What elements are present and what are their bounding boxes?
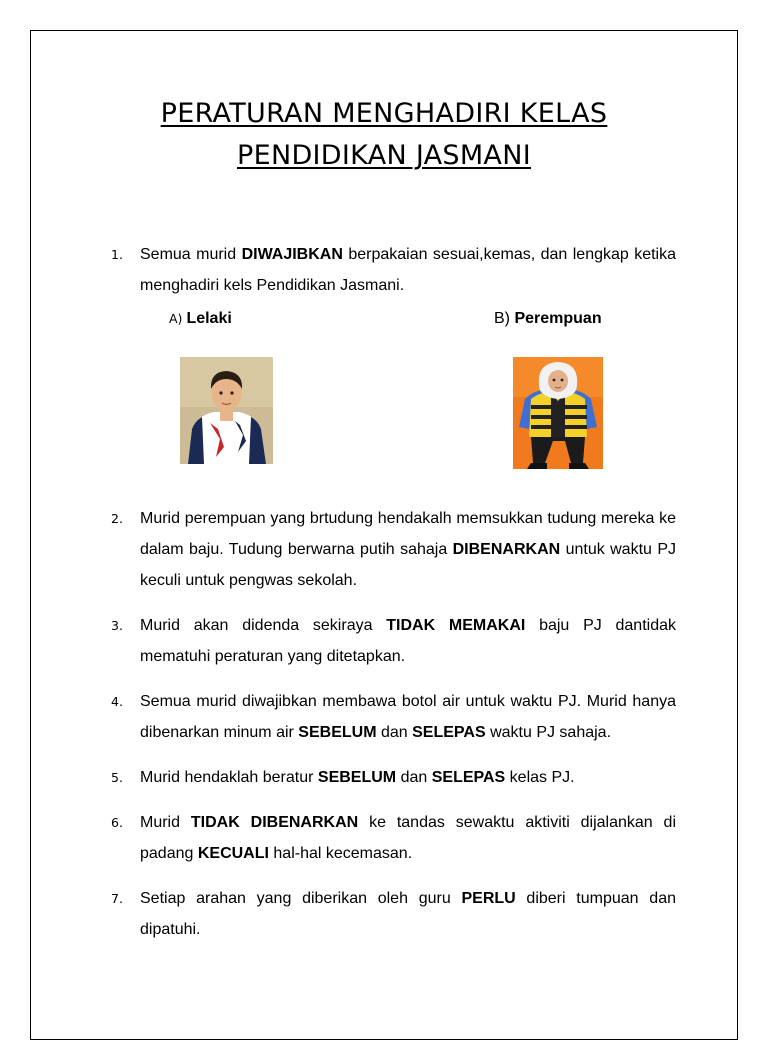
rules-list bbox=[111, 239, 676, 959]
item-text: Murid bbox=[140, 814, 191, 831]
item-text: baju PJ dantidak mematuhi peraturan yang ditetapkan. bbox=[140, 617, 677, 665]
item-bold: KECUALI bbox=[197, 845, 269, 862]
document-page bbox=[30, 30, 738, 1040]
item-bold: SEBELUM bbox=[317, 769, 397, 786]
item-text: hal-hal kecemasan. bbox=[268, 845, 413, 862]
item-text: dan bbox=[396, 769, 432, 786]
document-title bbox=[31, 93, 737, 177]
list-item bbox=[111, 807, 676, 869]
item-text: kelas PJ. bbox=[505, 769, 575, 786]
item-bold: SELEPAS bbox=[412, 724, 486, 741]
item-bold: TIDAK MEMAKAI bbox=[386, 617, 526, 634]
list-item bbox=[111, 503, 676, 596]
item-bold: DIWAJIBKAN bbox=[241, 246, 343, 263]
photo-boy-uniform bbox=[180, 357, 273, 464]
list-item bbox=[111, 686, 676, 748]
item-text: dan bbox=[376, 724, 413, 741]
list-item bbox=[111, 762, 676, 793]
item-number: 3. bbox=[111, 618, 123, 633]
item-number: 5. bbox=[111, 770, 123, 785]
attire-labels bbox=[140, 305, 676, 337]
attire-label-male bbox=[169, 305, 232, 333]
attire-letter-a: A) bbox=[169, 311, 183, 326]
attire-letter-b: B) bbox=[494, 310, 510, 327]
item-text: Semua murid diwajibkan membawa botol air untuk waktu PJ. Murid hanya dibenarkan minum air bbox=[140, 693, 676, 741]
title-line-1: PERATURAN MENGHADIRI KELAS bbox=[160, 98, 608, 129]
item-text: Semua murid bbox=[140, 246, 242, 263]
list-item bbox=[111, 610, 676, 672]
item-number: 4. bbox=[111, 694, 123, 709]
attire-label-female-text: Perempuan bbox=[514, 310, 602, 327]
item-bold: PERLU bbox=[461, 890, 516, 907]
list-item bbox=[111, 883, 676, 945]
title-line-2: PENDIDIKAN JASMANI bbox=[237, 140, 531, 171]
item-text: waktu PJ sahaja. bbox=[485, 724, 612, 741]
item-text: untuk waktu PJ keculi untuk pengwas sekolah. bbox=[140, 541, 677, 589]
attire-label-male-text: Lelaki bbox=[186, 310, 232, 327]
attire-photos bbox=[140, 337, 676, 489]
item-number: 6. bbox=[111, 815, 123, 830]
item-number: 2. bbox=[111, 511, 123, 526]
item-bold: TIDAK DIBENARKAN bbox=[190, 814, 359, 831]
photo-girl-uniform bbox=[513, 357, 603, 469]
attire-label-female bbox=[494, 305, 602, 333]
item-text: Murid perempuan yang brtudung hendakalh memsukkan tudung mereka ke dalam baju. Tudung berwarna putih sahaja bbox=[140, 510, 676, 558]
item-text: ke tandas sewaktu aktiviti dijalankan di padang bbox=[140, 814, 677, 862]
item-text: Murid hendaklah beratur bbox=[140, 769, 318, 786]
item-bold: DIBENARKAN bbox=[452, 541, 561, 558]
item-number: 1. bbox=[111, 247, 123, 262]
item-text: berpakaian sesuai,kemas, dan lengkap ketika menghadiri kels Pendidikan Jasmani. bbox=[140, 246, 677, 294]
item-bold: SEBELUM bbox=[298, 724, 377, 741]
item-bold: SELEPAS bbox=[431, 769, 506, 786]
item-number: 7. bbox=[111, 891, 123, 906]
item-text: Murid akan didenda sekiraya bbox=[140, 617, 387, 634]
item-text: Setiap arahan yang diberikan oleh guru bbox=[140, 890, 462, 907]
item-text: diberi tumpuan dan dipatuhi. bbox=[140, 890, 676, 938]
list-item bbox=[111, 239, 676, 489]
